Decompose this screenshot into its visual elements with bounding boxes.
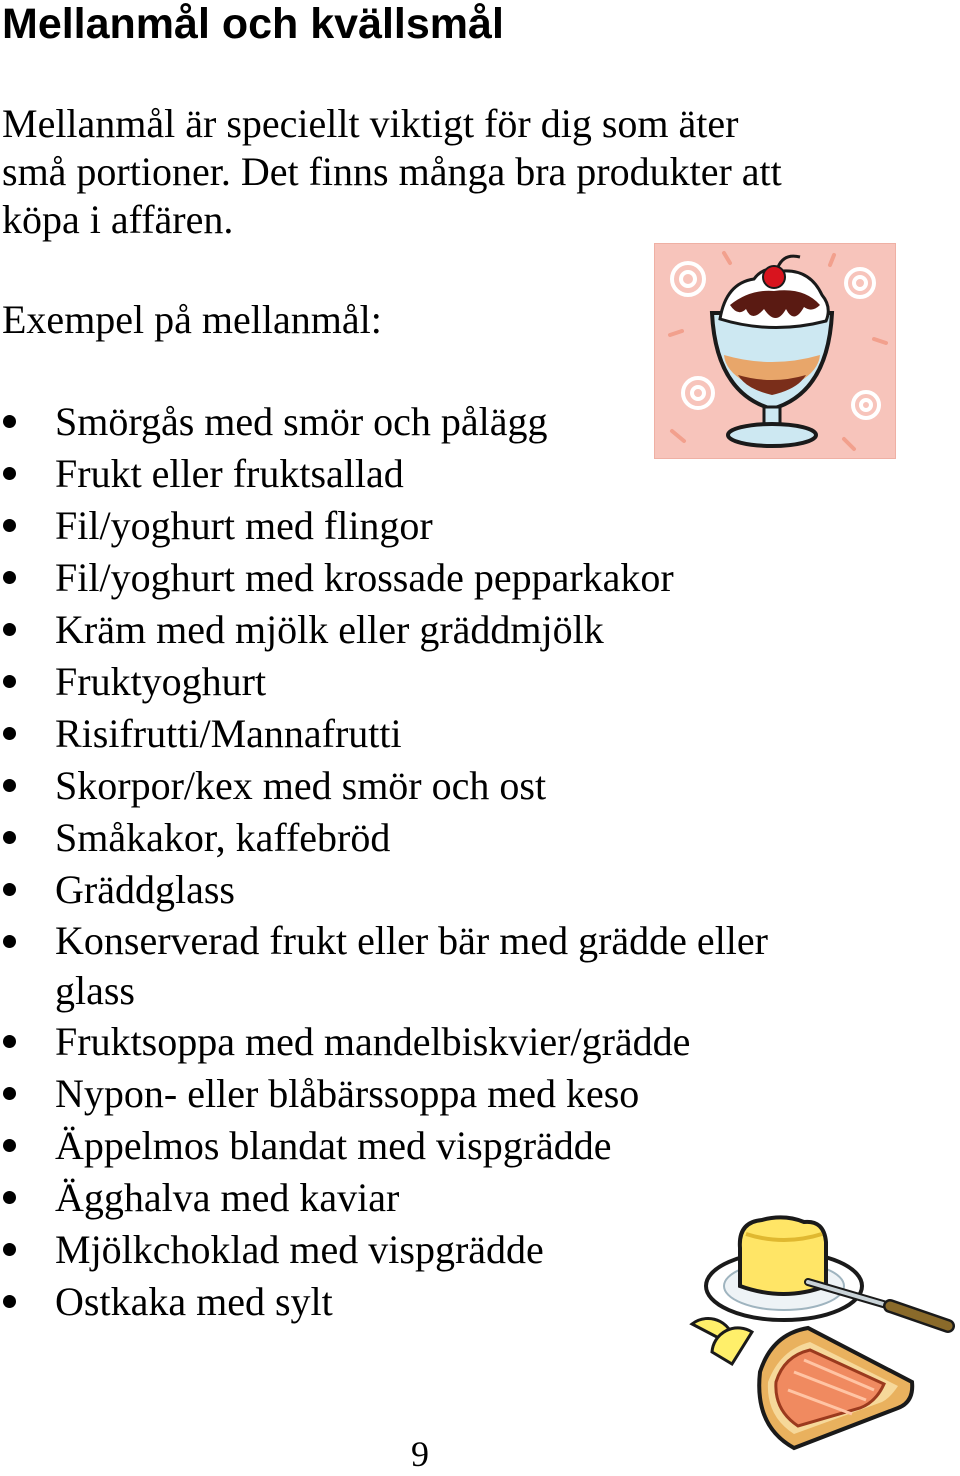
list-item: Fruktsoppa med mandelbiskvier/grädde xyxy=(0,1016,900,1068)
bullet-icon xyxy=(3,415,16,428)
page-title: Mellanmål och kvällsmål xyxy=(2,0,504,48)
snack-list xyxy=(0,396,900,1328)
intro-line: Mellanmål är speciellt viktigt för dig som äter xyxy=(2,101,739,146)
bullet-icon xyxy=(3,727,16,740)
page-number: 9 xyxy=(411,1434,429,1474)
bread-butter-salmon-icon xyxy=(676,1212,958,1452)
bullet-icon xyxy=(3,675,16,688)
list-item: Småkakor, kaffebröd xyxy=(0,812,900,864)
list-item: Konserverad frukt eller bär med grädde eller glass xyxy=(0,916,900,1016)
bullet-icon xyxy=(3,1191,16,1204)
list-item: Skorpor/kex med smör och ost xyxy=(0,760,900,812)
list-item: Fruktyoghurt xyxy=(0,656,900,708)
bullet-icon xyxy=(3,1295,16,1308)
list-item: Gräddglass xyxy=(0,864,900,916)
intro-paragraph xyxy=(2,100,882,244)
bullet-icon xyxy=(3,831,16,844)
bullet-icon xyxy=(3,467,16,480)
bullet-icon xyxy=(3,779,16,792)
list-item: Frukt eller fruktsallad xyxy=(0,448,900,500)
list-item: Fil/yoghurt med krossade pepparkakor xyxy=(0,552,900,604)
list-item: Smörgås med smör och pålägg xyxy=(0,396,900,448)
list-item: Ägghalva med kaviar xyxy=(0,1172,900,1224)
bullet-icon xyxy=(3,519,16,532)
bullet-icon xyxy=(3,883,16,896)
bullet-icon xyxy=(3,1139,16,1152)
list-item: Kräm med mjölk eller gräddmjölk xyxy=(0,604,900,656)
list-item: Äppelmos blandat med vispgrädde xyxy=(0,1120,900,1172)
bullet-icon xyxy=(3,1087,16,1100)
bullet-icon xyxy=(3,1035,16,1048)
bullet-icon xyxy=(3,623,16,636)
bullet-icon xyxy=(3,1243,16,1256)
list-item: Ostkaka med sylt xyxy=(0,1276,900,1328)
bullet-icon xyxy=(3,571,16,584)
list-item: Mjölkchoklad med vispgrädde xyxy=(0,1224,900,1276)
bullet-icon xyxy=(3,935,16,948)
examples-heading: Exempel på mellanmål: xyxy=(2,297,382,342)
list-item: Nypon- eller blåbärssoppa med keso xyxy=(0,1068,900,1120)
intro-line: små portioner. Det finns många bra produkter att xyxy=(2,149,782,194)
list-item: Fil/yoghurt med flingor xyxy=(0,500,900,552)
intro-line: köpa i affären. xyxy=(2,197,234,242)
list-item: Risifrutti/Mannafrutti xyxy=(0,708,900,760)
